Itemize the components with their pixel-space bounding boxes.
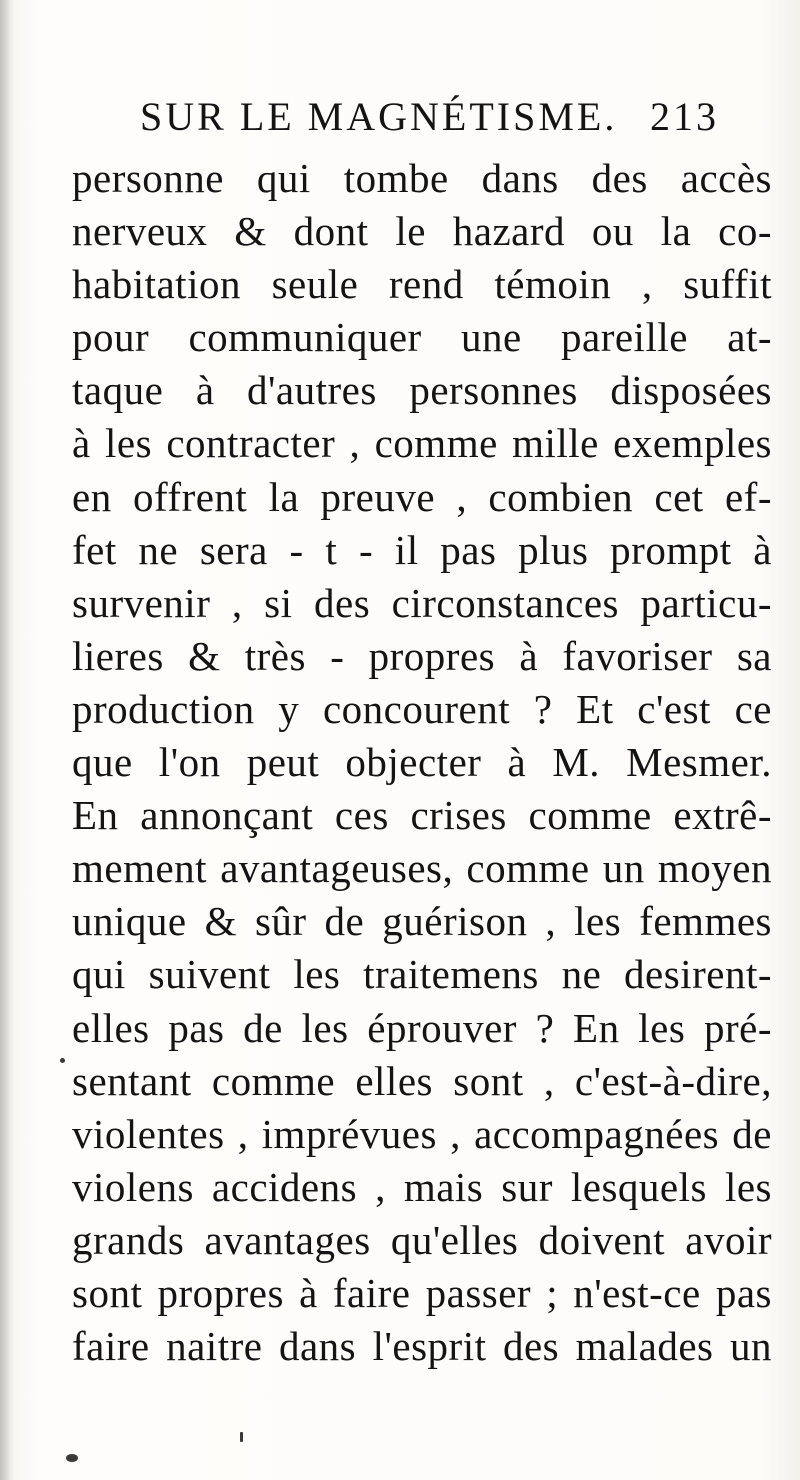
text-line: violentes , imprévues , accompagnées de: [72, 1110, 772, 1157]
page-number: 213: [650, 94, 719, 139]
text-line: mement avantageuses, comme un moyen: [72, 845, 772, 892]
body-text: [72, 152, 772, 1373]
text-line: en offrent la preuve , combien cet ef-: [72, 473, 772, 520]
text-line: faire naitre dans l'esprit des malades un: [72, 1323, 772, 1370]
text-line: production y concourent ? Et c'est ce: [72, 685, 772, 732]
text-line: habitation seule rend témoin , suffit: [72, 261, 772, 308]
text-line: violens accidens , mais sur lesquels les: [72, 1163, 772, 1210]
text-line: grands avantages qu'elles doivent avoir: [72, 1216, 772, 1263]
text-line: fet ne sera - t - il pas plus prompt à: [72, 526, 772, 573]
page-edge-shadow: [0, 0, 14, 1480]
running-head: [140, 92, 770, 142]
text-line: pour communiquer une pareille at-: [72, 314, 772, 361]
text-line: à les contracter , comme mille exemples: [72, 420, 772, 467]
text-line: nerveux & dont le hazard ou la co-: [72, 208, 772, 255]
text-line: sentant comme elles sont , c'est-à-dire,: [72, 1057, 772, 1104]
text-line: que l'on peut objecter à M. Mesmer.: [72, 739, 772, 786]
text-line: qui suivent les traitemens ne desirent-: [72, 951, 772, 998]
text-line: personne qui tombe dans des accès: [72, 155, 772, 201]
text-line: sont propres à faire passer ; n'est-ce pas: [72, 1269, 772, 1316]
ink-speck: [66, 1454, 78, 1462]
text-line: taque à d'autres personnes disposées: [72, 367, 772, 414]
ink-speck: [60, 1058, 65, 1063]
text-line: survenir , si des circonstances particu-: [72, 579, 772, 626]
text-line: En annonçant ces crises comme extrê-: [72, 792, 772, 839]
ink-speck: [240, 1432, 243, 1442]
text-line: unique & sûr de guérison , les femmes: [72, 898, 772, 945]
running-title: SUR LE MAGNÉTISME.: [140, 94, 618, 139]
text-line: lieres & très - propres à favoriser sa: [72, 632, 772, 679]
text-line: elles pas de les éprouver ? En les pré-: [72, 1004, 772, 1051]
